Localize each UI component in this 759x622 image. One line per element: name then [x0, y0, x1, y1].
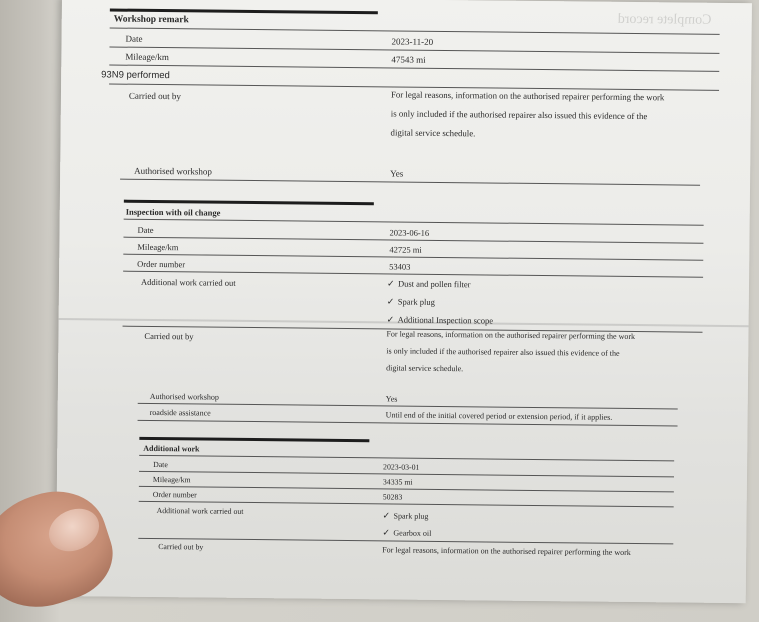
row-value: 50283 [382, 492, 403, 502]
row-label: Order number [152, 489, 197, 500]
carried-out-text [386, 325, 727, 380]
text-line: digital service schedule. [386, 363, 464, 374]
additional-item: ✓ Spark plug [386, 296, 435, 308]
row-line [110, 28, 720, 35]
additional-item: ✓ Additional Inspection scope [386, 314, 494, 326]
section-divider [124, 200, 374, 206]
row-line [138, 403, 678, 410]
row-label: Date [125, 33, 143, 44]
carried-out-label: Carried out by [128, 90, 182, 102]
row-line [109, 46, 719, 53]
check-icon: ✓ [386, 297, 395, 308]
row-label: roadside assistance [149, 407, 211, 418]
row-authorised-workshop [60, 165, 750, 179]
row-line [120, 179, 700, 186]
carried-out-label: Carried out by [144, 330, 194, 342]
row-label: Authorised workshop [149, 391, 219, 402]
row-value: Until end of the initial covered period or extension period, if it applies. [385, 410, 613, 422]
text-line: is only included if the authorised repairer also issued this evidence of the [390, 108, 648, 122]
text-line: For legal reasons, information on the authorised repairer performing the work [390, 89, 665, 103]
additional-work-label: Additional work carried out [140, 276, 236, 288]
carried-out-text [382, 541, 722, 562]
row-label: Date [153, 459, 168, 470]
section-divider [110, 9, 378, 15]
check-icon: ✓ [386, 315, 395, 326]
row-value: 2023-03-01 [383, 462, 420, 472]
additional-item: ✓ Gearbox oil [382, 528, 432, 539]
row-label: Mileage/km [152, 474, 191, 485]
row-label: Mileage/km [125, 51, 169, 63]
row-mileage [57, 474, 747, 487]
bleed-through-text: Complete record [618, 11, 712, 28]
check-icon: ✓ [382, 528, 390, 539]
section-title-workshop-remark: Workshop remark [113, 14, 189, 26]
row-line [139, 471, 674, 478]
row-value: 42725 mi [389, 244, 422, 255]
row-label: Date [137, 224, 154, 235]
section-divider [139, 437, 369, 442]
additional-work-label: Additional work carried out [156, 506, 244, 516]
row-value: 2023-11-20 [391, 36, 434, 47]
check-icon: ✓ [386, 279, 395, 290]
row-value: 2023-06-16 [389, 227, 430, 238]
text-line: digital service schedule. [390, 127, 476, 139]
section-title-inspection: Inspection with oil change [125, 206, 221, 218]
row-line [139, 455, 674, 462]
row-label: Authorised workshop [134, 165, 212, 177]
text-line: For legal reasons, information on the authorised repairer performing the work [386, 329, 636, 342]
row-line [139, 486, 674, 493]
text-line: For legal reasons, information on the authorised repairer performing the work [382, 545, 631, 557]
row-value: 47543 mi [391, 54, 426, 65]
section-title-additional-work: Additional work [143, 443, 200, 454]
row-value: 34335 mi [382, 477, 413, 487]
row-line [124, 219, 704, 226]
text-line: is only included if the authorised repairer also issued this evidence of the [386, 346, 620, 358]
row-line [109, 64, 719, 71]
service-code: 93N9 performed [101, 69, 170, 82]
row-authorised-workshop [58, 391, 748, 404]
row-value: 53403 [389, 261, 411, 272]
row-value: Yes [390, 168, 404, 179]
row-label: Order number [137, 258, 186, 270]
document-page [56, 0, 752, 603]
row-label: Mileage/km [137, 241, 179, 253]
additional-item: ✓ Spark plug [382, 511, 429, 522]
carried-out-text [390, 85, 731, 146]
check-icon: ✓ [382, 511, 391, 522]
additional-item: ✓ Dust and pollen filter [386, 278, 471, 290]
row-order-number [57, 489, 747, 502]
row-value: Yes [385, 394, 398, 404]
carried-out-label: Carried out by [158, 542, 204, 552]
